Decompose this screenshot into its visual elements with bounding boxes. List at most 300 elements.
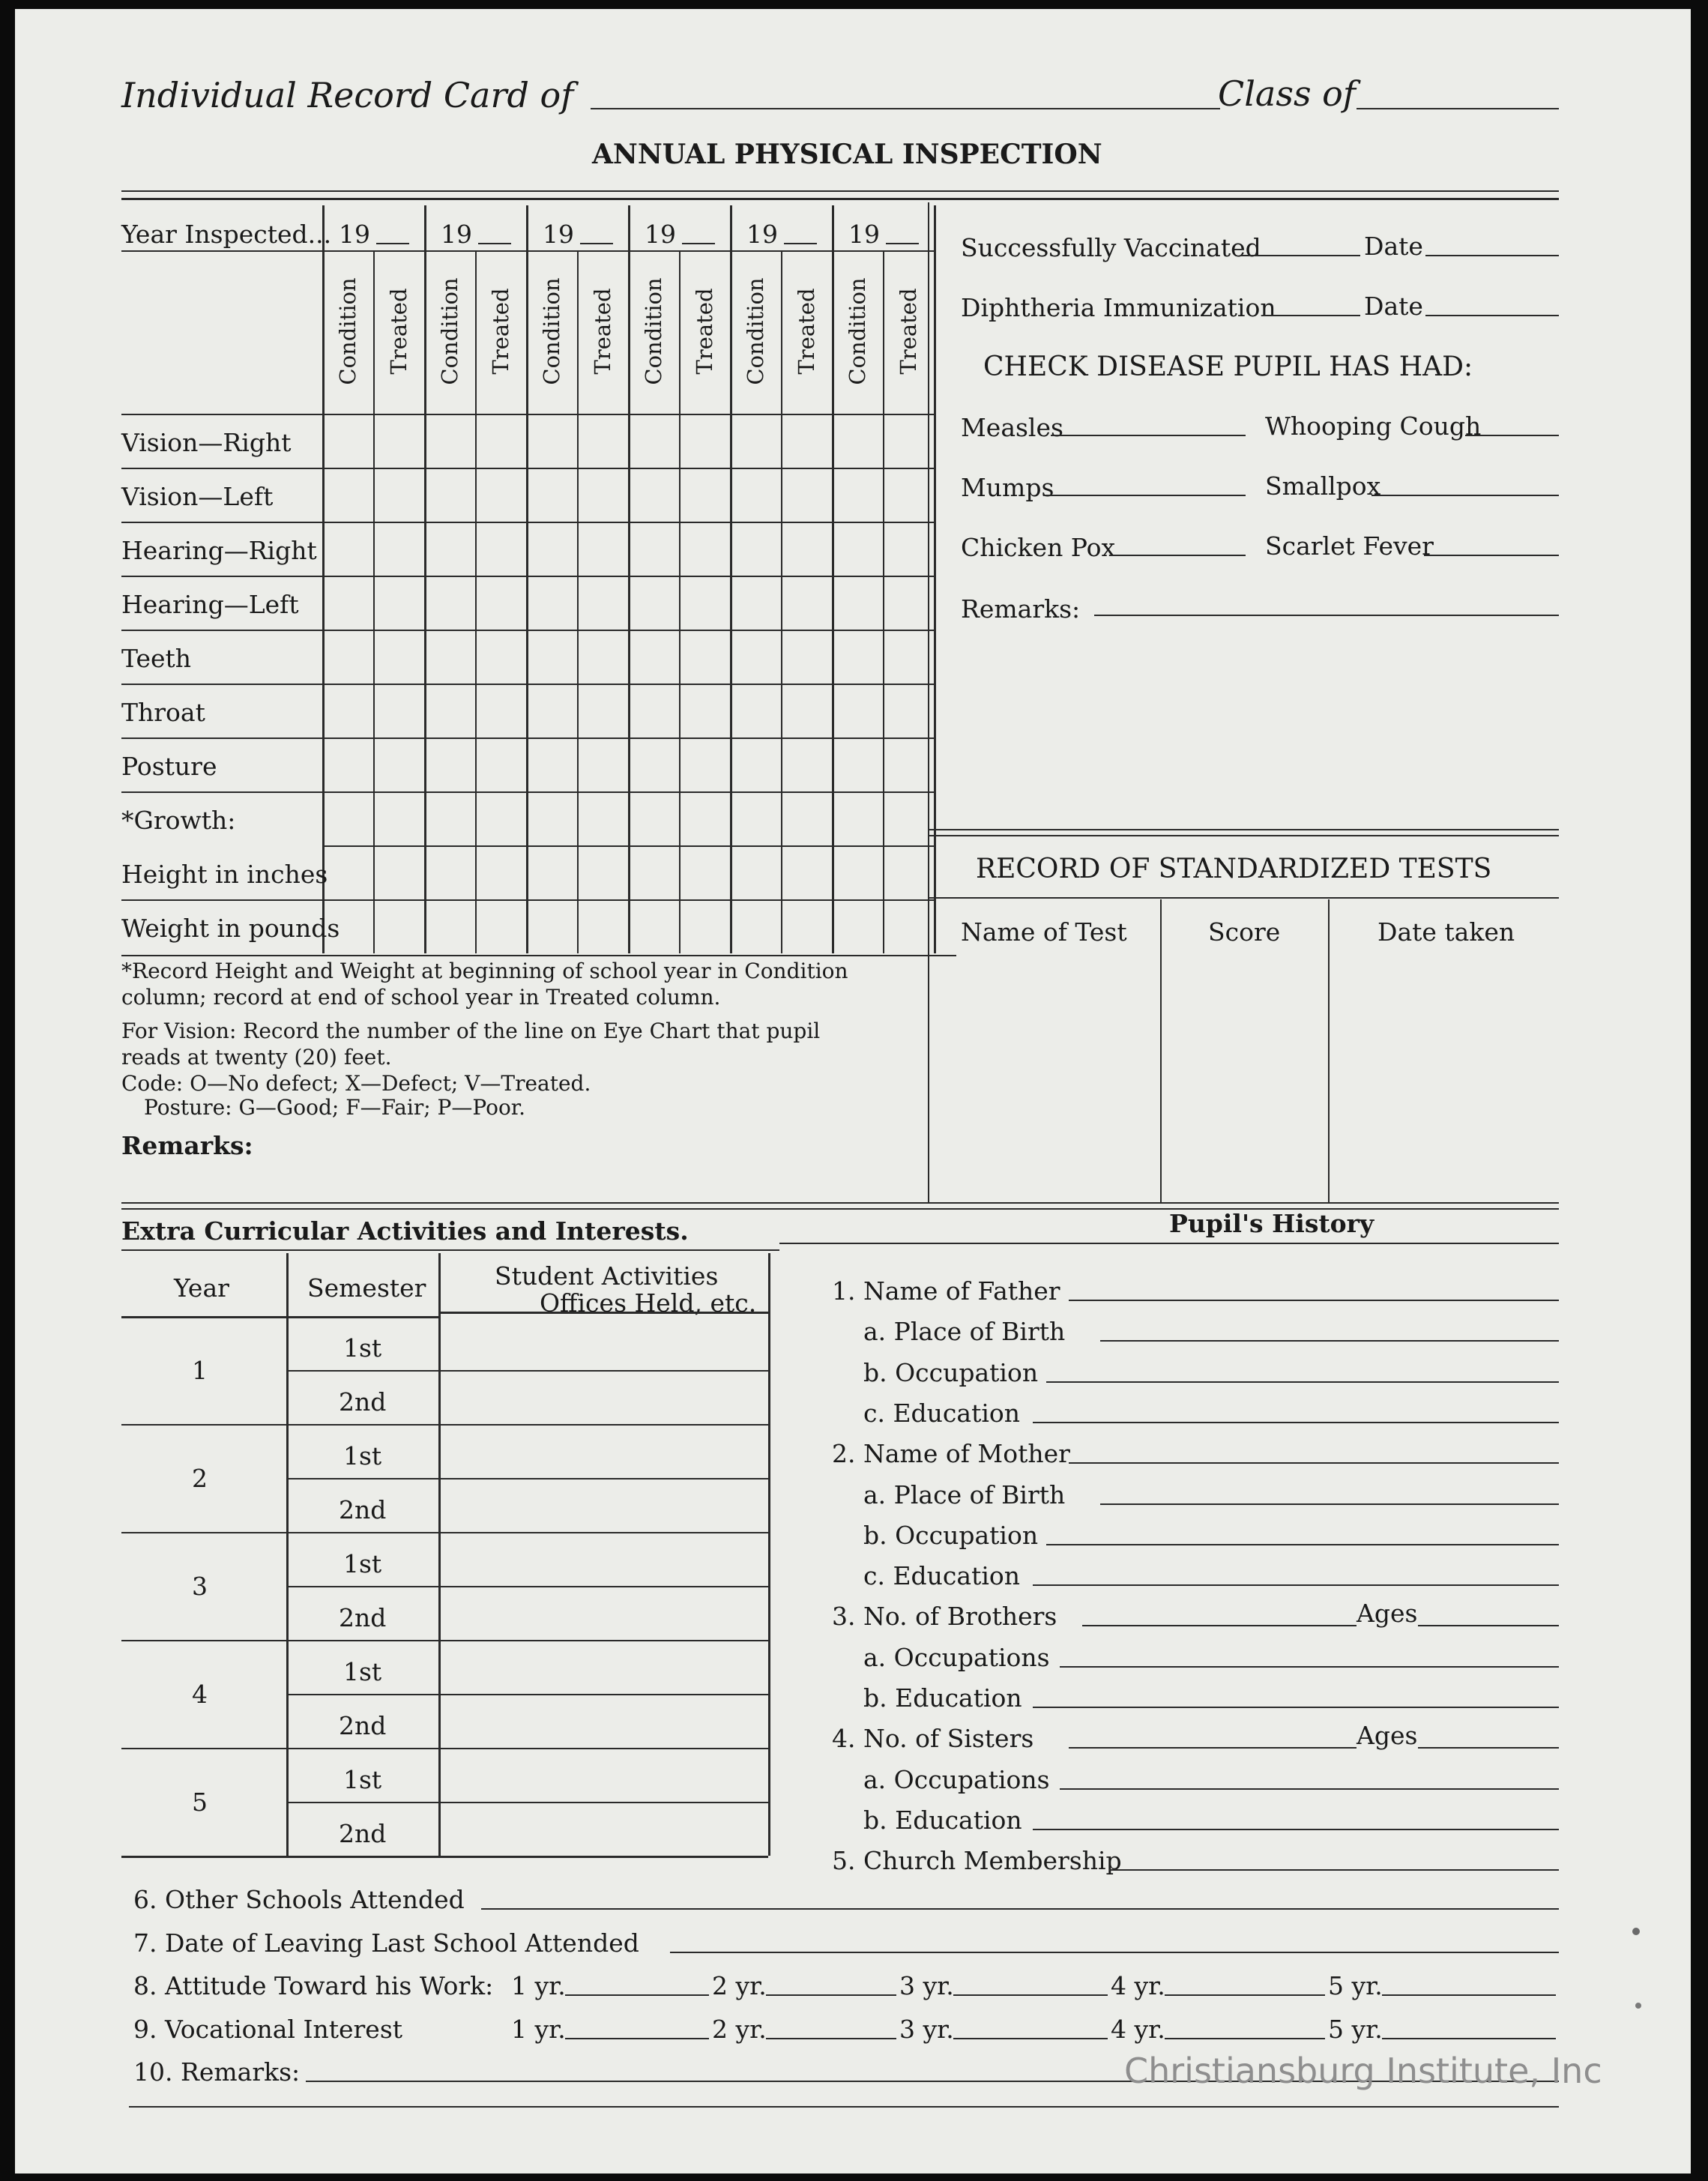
bottom-rule <box>129 2106 1559 2108</box>
bottom-item-line[interactable] <box>670 1952 1559 1953</box>
tests-col-date: Date taken <box>1377 917 1515 947</box>
activities-header-rule <box>438 1312 768 1314</box>
activity-semester: 1st <box>343 1549 382 1578</box>
disease-smallpox: Smallpox <box>1265 471 1381 501</box>
inspection-cell[interactable] <box>884 901 932 952</box>
inspection-cell[interactable] <box>579 577 627 628</box>
inspection-cell[interactable] <box>833 739 881 790</box>
activities-header-rule <box>121 1316 286 1318</box>
year-column-line[interactable] <box>1382 1994 1556 1996</box>
inspection-cell[interactable] <box>833 847 881 898</box>
inspection-cell[interactable] <box>324 901 372 952</box>
year-blank[interactable] <box>784 243 817 244</box>
activity-semester: 1st <box>343 1441 382 1470</box>
year-prefix: 19 <box>645 220 676 249</box>
inspection-cell[interactable] <box>630 901 678 952</box>
bottom-item-label: 7. Date of Leaving Last School Attended <box>133 1928 639 1958</box>
inspection-cell[interactable] <box>426 631 474 682</box>
activity-year: 1 <box>192 1356 208 1385</box>
activity-entry[interactable] <box>441 1751 765 1799</box>
inspection-cell[interactable] <box>782 523 830 574</box>
column-divider <box>934 205 936 953</box>
inspection-cell[interactable] <box>630 523 678 574</box>
inspection-cell[interactable] <box>426 847 474 898</box>
activity-row-rule <box>286 1640 768 1641</box>
activity-row-rule <box>286 1748 768 1749</box>
inspection-cell[interactable] <box>477 793 525 844</box>
history-item-label: b. Occupation <box>863 1357 1039 1387</box>
treated-header: Treated <box>488 288 513 375</box>
middle-rule <box>121 1202 1559 1204</box>
year-column-label: 4 yr. <box>1111 1971 1165 2000</box>
inspection-cell[interactable] <box>782 415 830 466</box>
record-card <box>15 9 1691 2174</box>
activity-semester: 2nd <box>339 1387 387 1417</box>
inspection-cell[interactable] <box>528 793 576 844</box>
inspection-cell[interactable] <box>477 685 525 736</box>
activity-entry[interactable] <box>441 1697 765 1745</box>
inspection-cell[interactable] <box>579 631 627 682</box>
inspection-remarks: Remarks: <box>121 1131 253 1160</box>
inspection-row-label: Vision—Right <box>121 428 292 457</box>
health-remarks-line[interactable] <box>1094 615 1559 616</box>
year-blank[interactable] <box>376 243 409 244</box>
health-remarks-label: Remarks: <box>961 594 1081 624</box>
mumps-line[interactable] <box>1043 495 1246 496</box>
treated-header: Treated <box>794 288 819 375</box>
tests-col-divider <box>1328 899 1330 1204</box>
year-column-line[interactable] <box>953 2038 1108 2039</box>
inspection-cell[interactable] <box>731 901 779 952</box>
inspection-cell[interactable] <box>375 793 423 844</box>
treated-header: Treated <box>692 288 717 375</box>
inspection-cell[interactable] <box>426 685 474 736</box>
year-column-line[interactable] <box>953 1994 1108 1996</box>
top-rule <box>121 190 1559 192</box>
year-column-line[interactable] <box>766 1994 896 1996</box>
inspection-cell[interactable] <box>782 901 830 952</box>
year-prefix: 19 <box>543 220 574 249</box>
activity-row-rule <box>286 1802 768 1803</box>
activities-col-divider <box>438 1253 441 1856</box>
binder-hole <box>1632 1928 1640 1935</box>
inspection-cell[interactable] <box>731 577 779 628</box>
note-line: reads at twenty (20) feet. <box>121 1045 392 1070</box>
inspection-row-label: Vision—Left <box>121 482 274 511</box>
history-item-line[interactable] <box>1100 1340 1559 1342</box>
inspection-cell[interactable] <box>477 469 525 520</box>
tests-rule <box>929 829 1559 830</box>
vaccinated-date-line[interactable] <box>1425 255 1559 256</box>
inspection-cell[interactable] <box>833 631 881 682</box>
inspection-cell[interactable] <box>375 901 423 952</box>
posture-code-line: Posture: G—Good; F—Fair; P—Poor. <box>144 1095 526 1120</box>
inspection-cell[interactable] <box>884 847 932 898</box>
bottom-item-line[interactable] <box>481 1908 1559 1910</box>
year-column-label: 3 yr. <box>899 1971 954 2000</box>
inspection-cell[interactable] <box>731 415 779 466</box>
inspection-cell[interactable] <box>375 685 423 736</box>
inspection-cell[interactable] <box>731 685 779 736</box>
inspection-cell[interactable] <box>579 739 627 790</box>
vaccinated-date-label: Date <box>1364 232 1423 261</box>
year-column-line[interactable] <box>565 1994 709 1996</box>
treated-header: Treated <box>590 288 615 375</box>
inspection-row-label: Weight in pounds <box>121 914 340 943</box>
history-item-label: a. Place of Birth <box>863 1479 1066 1509</box>
inspection-cell[interactable] <box>833 523 881 574</box>
inspection-row-label: Throat <box>121 698 205 727</box>
year-prefix: 19 <box>848 220 880 249</box>
inspection-cell[interactable] <box>426 793 474 844</box>
note-line: *Record Height and Weight at beginning of school year in Condition <box>121 959 848 983</box>
activity-year: 3 <box>192 1572 208 1601</box>
year-column-label: 3 yr. <box>899 2014 954 2044</box>
activities-col-offices: Offices Held, etc. <box>540 1288 757 1318</box>
history-item-line[interactable] <box>1100 1503 1559 1505</box>
year-inspected-label: Year Inspected... <box>121 220 332 249</box>
inspection-cell[interactable] <box>630 631 678 682</box>
inspection-cell[interactable] <box>579 847 627 898</box>
note-line: column; record at end of school year in Treated column. <box>121 985 721 1010</box>
inspection-cell[interactable] <box>630 685 678 736</box>
chicken-pox-line[interactable] <box>1109 555 1246 556</box>
history-ages-line[interactable] <box>1418 1625 1559 1626</box>
inspection-cell[interactable] <box>884 739 932 790</box>
inspection-cell[interactable] <box>477 631 525 682</box>
history-item-line[interactable] <box>1033 1829 1559 1830</box>
bottom-item-label: 10. Remarks: <box>133 2057 301 2087</box>
disease-scarlet-fever: Scarlet Fever <box>1265 531 1434 561</box>
history-item-label: c. Education <box>863 1561 1021 1591</box>
inspection-cell[interactable] <box>681 739 728 790</box>
inspection-cell[interactable] <box>579 415 627 466</box>
inspection-cell[interactable] <box>375 469 423 520</box>
activities-col-activities: Student Activities <box>495 1261 719 1291</box>
disease-whooping-cough: Whooping Cough <box>1265 411 1482 441</box>
inspection-cell[interactable] <box>375 631 423 682</box>
history-item-label: a. Place of Birth <box>863 1317 1066 1347</box>
history-item-label: b. Occupation <box>863 1520 1039 1550</box>
condition-header: Condition <box>335 277 360 385</box>
inspection-cell[interactable] <box>477 901 525 952</box>
inspection-cell[interactable] <box>579 469 627 520</box>
scarlet-fever-line[interactable] <box>1424 555 1559 556</box>
history-item-line[interactable] <box>1033 1422 1559 1423</box>
inspection-cell[interactable] <box>884 793 932 844</box>
inspection-cell[interactable] <box>731 469 779 520</box>
inspection-cell[interactable] <box>681 685 728 736</box>
inspection-cell[interactable] <box>324 685 372 736</box>
inspection-cell[interactable] <box>528 685 576 736</box>
history-item-line[interactable] <box>1109 1869 1559 1871</box>
inspection-cell[interactable] <box>681 901 728 952</box>
activity-year: 2 <box>192 1464 208 1493</box>
inspection-cell[interactable] <box>324 523 372 574</box>
inspection-cell[interactable] <box>426 415 474 466</box>
inspection-cell[interactable] <box>324 847 372 898</box>
history-item-label: 3. No. of Brothers <box>832 1602 1057 1632</box>
history-item-line[interactable] <box>1046 1381 1559 1383</box>
inspection-cell[interactable] <box>782 847 830 898</box>
inspection-cell[interactable] <box>528 523 576 574</box>
inspection-cell[interactable] <box>833 577 881 628</box>
inspection-cell[interactable] <box>630 739 678 790</box>
inspection-cell[interactable] <box>884 685 932 736</box>
inspection-row-label: Posture <box>121 752 217 781</box>
inspection-cell[interactable] <box>477 847 525 898</box>
activity-entry[interactable] <box>441 1589 765 1637</box>
inspection-cell[interactable] <box>884 577 932 628</box>
inspection-cell[interactable] <box>528 631 576 682</box>
history-ages-line[interactable] <box>1418 1747 1559 1749</box>
activity-semester: 2nd <box>339 1711 387 1740</box>
inspection-cell[interactable] <box>630 847 678 898</box>
inspection-cell[interactable] <box>884 415 932 466</box>
code-line: Code: O—No defect; X—Defect; V—Treated. <box>121 1071 591 1096</box>
inspection-row-label: Hearing—Left <box>121 590 299 619</box>
diphtheria-date-label: Date <box>1364 292 1423 321</box>
history-item-label: a. Occupations <box>863 1764 1050 1794</box>
activity-row-rule <box>286 1694 768 1695</box>
inspection-cell[interactable] <box>375 415 423 466</box>
inspection-cell[interactable] <box>324 793 372 844</box>
bottom-item-label: 8. Attitude Toward his Work: <box>133 1971 494 2000</box>
inspection-cell[interactable] <box>528 901 576 952</box>
inspection-cell[interactable] <box>833 685 881 736</box>
inspection-cell[interactable] <box>681 793 728 844</box>
inspection-cell[interactable] <box>375 523 423 574</box>
subtitle: ANNUAL PHYSICAL INSPECTION <box>592 139 1102 170</box>
inspection-cell[interactable] <box>630 577 678 628</box>
class-label: Class of <box>1218 73 1356 114</box>
activity-year: 4 <box>192 1680 208 1709</box>
inspection-cell[interactable] <box>324 469 372 520</box>
inspection-cell[interactable] <box>833 415 881 466</box>
year-column-label: 1 yr. <box>511 2014 566 2044</box>
vaccinated-label: Successfully Vaccinated <box>961 233 1261 262</box>
treated-header: Treated <box>896 288 921 375</box>
activities-col-divider <box>286 1253 289 1856</box>
diphtheria-date-line[interactable] <box>1425 315 1559 316</box>
activity-year-rule <box>121 1532 286 1533</box>
inspection-cell[interactable] <box>782 739 830 790</box>
activity-entry[interactable] <box>441 1319 765 1367</box>
disease-chicken-pox: Chicken Pox <box>961 533 1116 562</box>
inspection-row-label: Teeth <box>121 644 192 673</box>
activity-semester: 1st <box>343 1333 382 1363</box>
card-title: Individual Record Card of <box>121 75 574 115</box>
bottom-item-label: 9. Vocational Interest <box>133 2014 403 2044</box>
vaccinated-line[interactable] <box>1240 255 1360 256</box>
year-column-line[interactable] <box>1165 1994 1325 1996</box>
activity-semester: 2nd <box>339 1495 387 1524</box>
condition-header: Condition <box>539 277 564 385</box>
inspection-cell[interactable] <box>782 577 830 628</box>
inspection-cell[interactable] <box>681 415 728 466</box>
inspection-cell[interactable] <box>477 739 525 790</box>
history-item-label: a. Occupations <box>863 1642 1050 1672</box>
activity-semester: 2nd <box>339 1819 387 1848</box>
inspection-cell[interactable] <box>731 631 779 682</box>
tests-header-rule <box>929 897 1559 899</box>
year-column-line[interactable] <box>1165 2038 1325 2039</box>
inspection-row-label: Height in inches <box>121 860 328 889</box>
activity-row-rule <box>286 1370 768 1372</box>
inspection-cell[interactable] <box>731 847 779 898</box>
year-column-line[interactable] <box>565 2038 709 2039</box>
year-column-line[interactable] <box>766 2038 896 2039</box>
activity-entry[interactable] <box>441 1535 765 1583</box>
history-item-line[interactable] <box>1033 1707 1559 1708</box>
history-title-rule <box>779 1243 1559 1244</box>
inspection-cell[interactable] <box>681 469 728 520</box>
year-blank[interactable] <box>886 243 919 244</box>
activities-col-semester: Semester <box>307 1273 426 1303</box>
history-item-line[interactable] <box>1082 1625 1357 1626</box>
history-item-line[interactable] <box>1069 1747 1357 1749</box>
activities-col-year: Year <box>174 1273 229 1303</box>
tests-rule-2 <box>929 835 1559 836</box>
history-item-line[interactable] <box>1069 1300 1559 1301</box>
year-prefix: 19 <box>746 220 778 249</box>
inspection-cell[interactable] <box>426 739 474 790</box>
year-column-label: 1 yr. <box>511 1971 566 2000</box>
condition-header: Condition <box>641 277 666 385</box>
activity-semester: 2nd <box>339 1603 387 1632</box>
inspection-cell[interactable] <box>324 577 372 628</box>
inspection-cell[interactable] <box>324 415 372 466</box>
inspection-cell[interactable] <box>833 901 881 952</box>
inspection-cell[interactable] <box>782 685 830 736</box>
inspection-cell[interactable] <box>426 901 474 952</box>
inspection-cell[interactable] <box>528 469 576 520</box>
activity-semester: 1st <box>343 1765 382 1794</box>
activity-row-rule <box>286 1586 768 1587</box>
treated-header: Treated <box>386 288 411 375</box>
inspection-cell[interactable] <box>681 631 728 682</box>
inspection-row-label: *Growth: <box>121 806 236 835</box>
inspection-cell[interactable] <box>630 793 678 844</box>
condition-header: Condition <box>437 277 462 385</box>
history-item-line[interactable] <box>1046 1544 1559 1545</box>
activity-entry[interactable] <box>441 1805 765 1853</box>
inspection-cell[interactable] <box>579 685 627 736</box>
inspection-cell[interactable] <box>426 577 474 628</box>
class-line[interactable] <box>1357 108 1559 109</box>
inspection-cell[interactable] <box>579 901 627 952</box>
activity-semester: 1st <box>343 1657 382 1686</box>
year-column-label: 5 yr. <box>1328 2014 1383 2044</box>
history-item-label: 5. Church Membership <box>832 1846 1122 1876</box>
tests-col-name: Name of Test <box>961 917 1127 947</box>
check-disease-title: CHECK DISEASE PUPIL HAS HAD: <box>983 352 1473 382</box>
year-column-line[interactable] <box>1382 2038 1556 2039</box>
disease-mumps: Mumps <box>961 473 1054 502</box>
inspection-cell[interactable] <box>324 631 372 682</box>
bottom-item-label: 6. Other Schools Attended <box>133 1885 465 1914</box>
inspection-cell[interactable] <box>528 415 576 466</box>
year-blank[interactable] <box>478 243 511 244</box>
inspection-cell[interactable] <box>833 793 881 844</box>
inspection-cell[interactable] <box>375 739 423 790</box>
year-column-label: 2 yr. <box>712 2014 767 2044</box>
inspection-cell[interactable] <box>528 739 576 790</box>
activity-entry[interactable] <box>441 1481 765 1529</box>
activity-year: 5 <box>192 1788 208 1817</box>
inspection-cell[interactable] <box>324 739 372 790</box>
inspection-cell[interactable] <box>782 631 830 682</box>
history-item-line[interactable] <box>1060 1666 1559 1668</box>
inspection-cell[interactable] <box>477 415 525 466</box>
inspection-cell[interactable] <box>833 469 881 520</box>
inspection-cell[interactable] <box>630 415 678 466</box>
history-item-line[interactable] <box>1069 1462 1559 1464</box>
history-item-label: 4. No. of Sisters <box>832 1724 1034 1754</box>
smallpox-line[interactable] <box>1371 495 1559 496</box>
inspection-cell[interactable] <box>731 739 779 790</box>
tests-col-score: Score <box>1208 917 1281 947</box>
measles-line[interactable] <box>1051 435 1246 436</box>
inspection-cell[interactable] <box>731 523 779 574</box>
history-item-label: c. Education <box>863 1398 1021 1428</box>
activity-year-rule <box>121 1424 286 1426</box>
year-prefix: 19 <box>441 220 472 249</box>
activity-entry[interactable] <box>441 1373 765 1421</box>
inspection-cell[interactable] <box>579 523 627 574</box>
activities-header-rule <box>286 1316 438 1318</box>
inspection-cell[interactable] <box>426 469 474 520</box>
year-column-label: 5 yr. <box>1328 1971 1383 2000</box>
year-blank[interactable] <box>580 243 613 244</box>
inspection-cell[interactable] <box>375 847 423 898</box>
history-item-label: 2. Name of Mother <box>832 1439 1070 1469</box>
inspection-cell[interactable] <box>681 523 728 574</box>
inspection-cell[interactable] <box>528 577 576 628</box>
inspection-cell[interactable] <box>681 577 728 628</box>
inspection-cell[interactable] <box>782 469 830 520</box>
diphtheria-label: Diphtheria Immunization <box>961 293 1276 322</box>
year-blank[interactable] <box>682 243 715 244</box>
inspection-cell[interactable] <box>884 631 932 682</box>
tests-title: RECORD OF STANDARDIZED TESTS <box>976 854 1492 884</box>
whooping-cough-line[interactable] <box>1465 435 1559 436</box>
inspection-cell[interactable] <box>731 793 779 844</box>
activity-year-rule <box>121 1640 286 1641</box>
inspection-cell[interactable] <box>528 847 576 898</box>
inspection-cell[interactable] <box>375 577 423 628</box>
activity-entry[interactable] <box>441 1427 765 1475</box>
history-item-line[interactable] <box>1033 1584 1559 1586</box>
name-line[interactable] <box>591 108 1220 109</box>
activities-top-rule <box>121 1249 779 1251</box>
inspection-cell[interactable] <box>630 469 678 520</box>
inspection-cell[interactable] <box>477 523 525 574</box>
activity-entry[interactable] <box>441 1643 765 1691</box>
inspection-cell[interactable] <box>579 793 627 844</box>
history-item-label: b. Education <box>863 1805 1022 1835</box>
inspection-cell[interactable] <box>681 847 728 898</box>
diphtheria-line[interactable] <box>1263 315 1360 316</box>
history-ages-label: Ages <box>1357 1721 1418 1751</box>
history-item-label: 1. Name of Father <box>832 1276 1060 1306</box>
inspection-cell[interactable] <box>477 577 525 628</box>
inspection-cell[interactable] <box>426 523 474 574</box>
inspection-cell[interactable] <box>884 523 932 574</box>
inspection-cell[interactable] <box>782 793 830 844</box>
history-item-line[interactable] <box>1060 1788 1559 1790</box>
inspection-cell[interactable] <box>884 469 932 520</box>
